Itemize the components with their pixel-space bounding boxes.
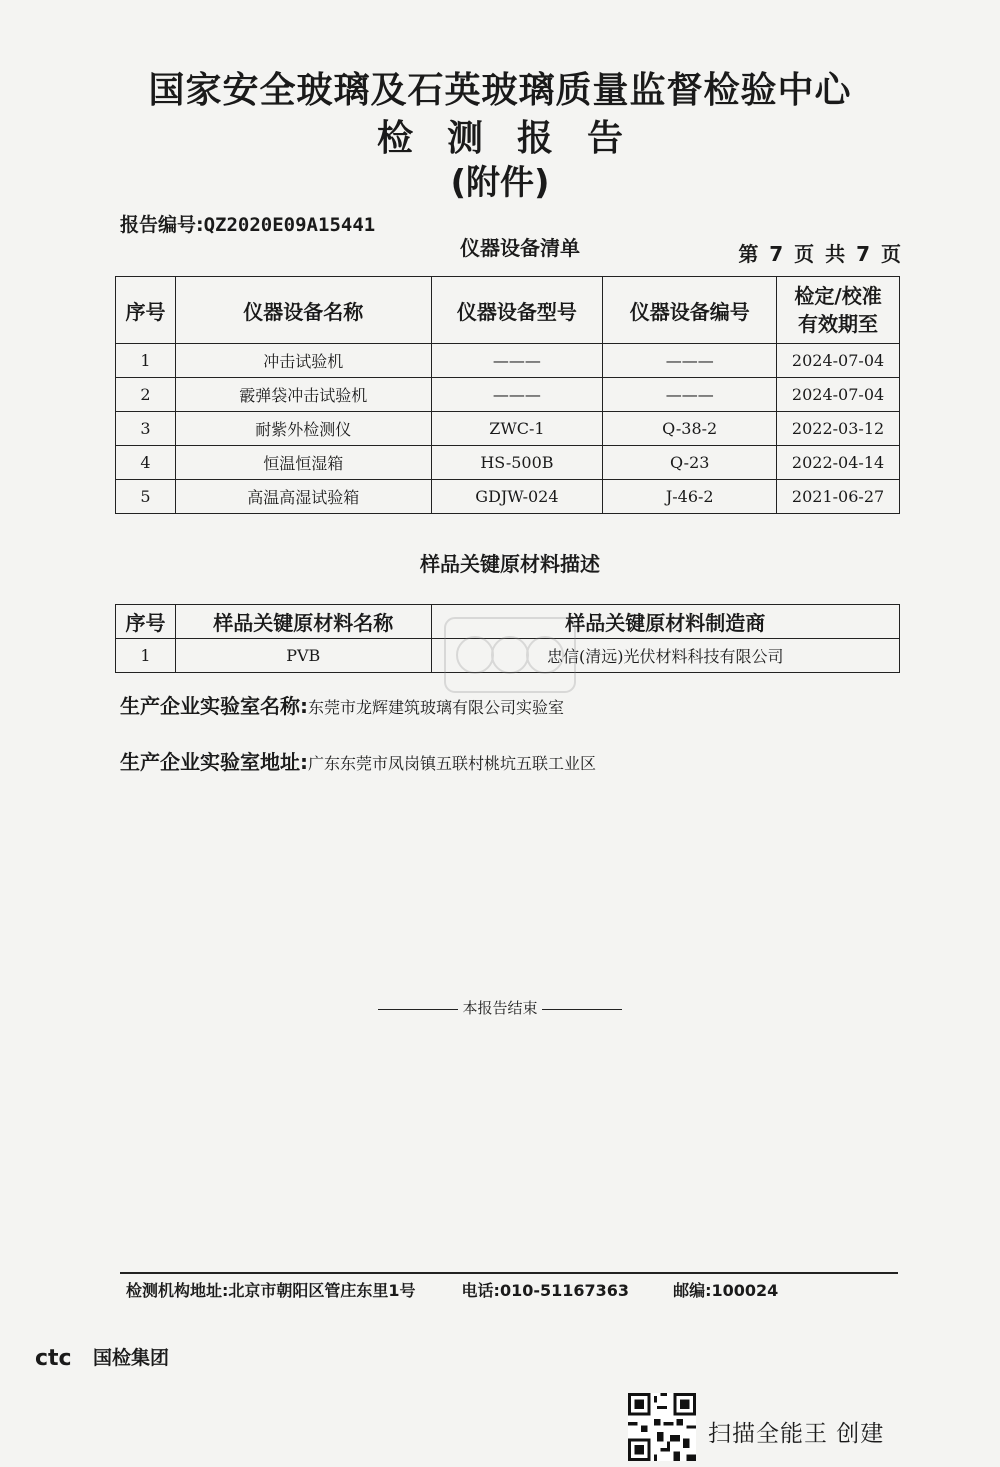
cell-no: 5 [116, 480, 176, 514]
cell-valid: 2021-06-27 [777, 480, 900, 514]
col-header: 样品关键原材料制造商 [431, 605, 899, 639]
cell-name: 恒温恒湿箱 [175, 446, 431, 480]
col-header: 仪器设备型号 [431, 277, 603, 344]
cell-model: ZWC-1 [431, 412, 603, 446]
cell-code: Q-38-2 [603, 412, 777, 446]
cell-code: Q-23 [603, 446, 777, 480]
cell-maker: 忠信(清远)光伏材料科技有限公司 [431, 639, 899, 673]
institution-title: 国家安全玻璃及石英玻璃质量监督检验中心 [148, 70, 852, 111]
equipment-list-title: 仪器设备清单 [460, 236, 580, 260]
page-info: 第 7 页 共 7 页 [738, 242, 903, 266]
table-row [116, 480, 900, 514]
footer-phone: 电话:010-51167363 [461, 1281, 630, 1300]
ctc-logo-icon [35, 1345, 87, 1369]
cell-code: ——— [603, 344, 777, 378]
divider [378, 1009, 458, 1010]
cell-model: GDJW-024 [431, 480, 603, 514]
footer-address: 检测机构地址:北京市朝阳区管庄东里1号 [126, 1281, 416, 1300]
footer-divider [120, 1272, 898, 1274]
divider [542, 1009, 622, 1010]
table-header-row [116, 277, 900, 344]
report-title: 检测报告 [376, 118, 657, 159]
lab-name-value: 东莞市龙辉建筑玻璃有限公司实验室 [308, 698, 565, 717]
cell-valid: 2022-03-12 [777, 412, 900, 446]
materials-title: 样品关键原材料描述 [420, 552, 600, 576]
lab-name-line [120, 690, 564, 719]
cell-name: 耐紫外检测仪 [175, 412, 431, 446]
cell-no: 2 [116, 378, 176, 412]
lab-address-value: 广东东莞市凤岗镇五联村桃坑五联工业区 [308, 754, 597, 773]
cell-valid: 2024-07-04 [777, 378, 900, 412]
attachment-label: (附件) [450, 163, 550, 203]
scanner-watermark: 扫描全能王 创建 [708, 1421, 885, 1447]
qr-code-icon [628, 1393, 696, 1461]
lab-name-label: 生产企业实验室名称: [120, 694, 308, 718]
cell-code: J-46-2 [603, 480, 777, 514]
table-row [116, 378, 900, 412]
report-end-line [0, 997, 1000, 1018]
col-header: 仪器设备名称 [175, 277, 431, 344]
col-header-validity [777, 277, 900, 344]
footer-postcode: 邮编:100024 [673, 1281, 779, 1300]
cell-no: 1 [116, 344, 176, 378]
cell-name: PVB [175, 639, 431, 673]
validity-line2: 有效期至 [798, 312, 879, 336]
cell-name: 高温高湿试验箱 [175, 480, 431, 514]
cell-code: ——— [603, 378, 777, 412]
table-row [116, 344, 900, 378]
report-number-value: QZ2020E09A15441 [203, 214, 376, 236]
cell-no: 3 [116, 412, 176, 446]
cell-model: ——— [431, 344, 603, 378]
equipment-table [115, 276, 900, 514]
faint-seal-stamp [435, 610, 585, 700]
cell-name: 冲击试验机 [175, 344, 431, 378]
table-row [116, 412, 900, 446]
cell-model: ——— [431, 378, 603, 412]
cell-no: 4 [116, 446, 176, 480]
col-header: 序号 [116, 605, 176, 639]
report-number-label: 报告编号: [120, 214, 204, 236]
logo-text: 国检集团 [93, 1347, 170, 1369]
footer [126, 1278, 898, 1301]
report-end-text: 本报告结束 [462, 999, 538, 1017]
cell-valid: 2024-07-04 [777, 344, 900, 378]
col-header: 样品关键原材料名称 [175, 605, 431, 639]
col-header: 序号 [116, 277, 176, 344]
lab-address-line [120, 746, 596, 775]
validity-line1: 检定/校准 [794, 284, 882, 308]
cell-name: 霰弹袋冲击试验机 [175, 378, 431, 412]
col-header: 仪器设备编号 [603, 277, 777, 344]
lab-address-label: 生产企业实验室地址: [120, 750, 308, 774]
table-row [116, 446, 900, 480]
ctc-mark: ctc [35, 1345, 72, 1369]
cell-model: HS-500B [431, 446, 603, 480]
ctc-logo [35, 1343, 169, 1370]
cell-valid: 2022-04-14 [777, 446, 900, 480]
cell-no: 1 [116, 639, 176, 673]
